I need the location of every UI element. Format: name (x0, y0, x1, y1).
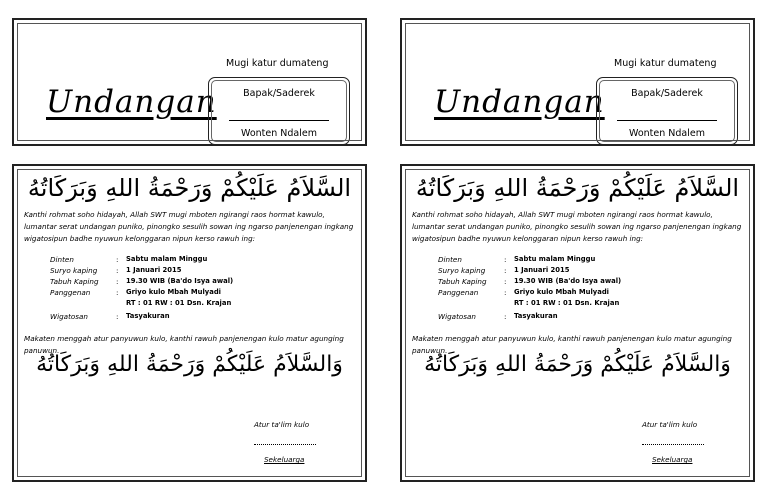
intro-text: Kanthi rohmat soho hidayah, Allah SWT mugi mboten ngirangi raos hormat kawulo, lumantar serat undangan puniko, pinongko sesulih sowan ing ngarso panjenengan ingkang wigatosipun badhe nyuwun kelonggaran nipun kerso rawuh ing: (412, 210, 742, 243)
detail-row: Wigatosan : Tasyakuran (438, 312, 558, 321)
recipient-label: Bapak/Saderek (243, 88, 315, 99)
regards-text: Atur ta'lim kulo (642, 420, 698, 429)
cover-greeting: Mugi katur dumateng (614, 58, 717, 69)
detail-row: Panggenan : Griyo kulo Mbah Mulyadi (438, 288, 610, 297)
location-label: Wonten Ndalem (629, 128, 705, 139)
cover-card-left (12, 18, 367, 146)
intro-text: Kanthi rohmat soho hidayah, Allah SWT mugi mboten ngirangi raos hormat kawulo, lumantar serat undangan puniko, pinongko sesulih sowan ing ngarso panjenengan ingkang wigatosipun badhe nyuwun kelonggaran nipun kerso rawuh ing: (24, 210, 354, 243)
address-box (208, 77, 350, 145)
cover-greeting: Mugi katur dumateng (226, 58, 329, 69)
recipient-label: Bapak/Saderek (631, 88, 703, 99)
detail-row: Wigatosan : Tasyakuran (50, 312, 170, 321)
opening-arabic: السَّلاَمُ عَلَيْكُمْ وَرَحْمَةُ اللهِ وَبَرَكَاتُهُ (415, 174, 740, 202)
closing-text: Makaten menggah atur panyuwun kulo, kanthi rawuh panjenengan kulo matur agunging panuwun. (412, 334, 732, 355)
cover-card-right (400, 18, 755, 146)
detail-row: Dinten : Sabtu malam Minggu (50, 255, 208, 264)
signature-dots (254, 444, 316, 445)
address-box (596, 77, 738, 145)
detail-row: Panggenan : Griyo kulo Mbah Mulyadi (50, 288, 222, 297)
detail-row: Suryo kaping : 1 Januari 2015 (50, 266, 182, 275)
recipient-line (617, 120, 717, 121)
detail-row: Suryo kaping : 1 Januari 2015 (438, 266, 570, 275)
detail-row: Tabuh Kaping : 19.30 WIB (Ba'do Isya awal) (50, 277, 234, 286)
opening-arabic: السَّلاَمُ عَلَيْكُمْ وَرَحْمَةُ اللهِ وَبَرَكَاتُهُ (27, 174, 352, 202)
event-details (438, 254, 621, 322)
signature-name: Sekeluarga (652, 455, 693, 464)
recipient-line (229, 120, 329, 121)
location-label: Wonten Ndalem (241, 128, 317, 139)
regards-text: Atur ta'lim kulo (254, 420, 310, 429)
invitation-card-left (12, 164, 367, 482)
detail-row: Dinten : Sabtu malam Minggu (438, 255, 596, 264)
closing-text: Makaten menggah atur panyuwun kulo, kanthi rawuh panjenengan kulo matur agunging panuwun. (24, 334, 344, 355)
detail-address: RT : 01 RW : 01 Dsn. Krajan (126, 299, 232, 307)
invitation-card-right (400, 164, 755, 482)
event-details (50, 254, 233, 322)
closing-arabic: وَالسَّلاَمُ عَلَيْكُمْ وَرَحْمَةُ اللهِ وَبَرَكَاتُهُ (36, 352, 343, 377)
signature-name: Sekeluarga (264, 455, 305, 464)
cover-title: Undangan (46, 84, 217, 120)
detail-row: Tabuh Kaping : 19.30 WIB (Ba'do Isya awal) (438, 277, 622, 286)
detail-address: RT : 01 RW : 01 Dsn. Krajan (514, 299, 620, 307)
closing-arabic: وَالسَّلاَمُ عَلَيْكُمْ وَرَحْمَةُ اللهِ وَبَرَكَاتُهُ (424, 352, 731, 377)
signature-dots (642, 444, 704, 445)
cover-title: Undangan (434, 84, 605, 120)
